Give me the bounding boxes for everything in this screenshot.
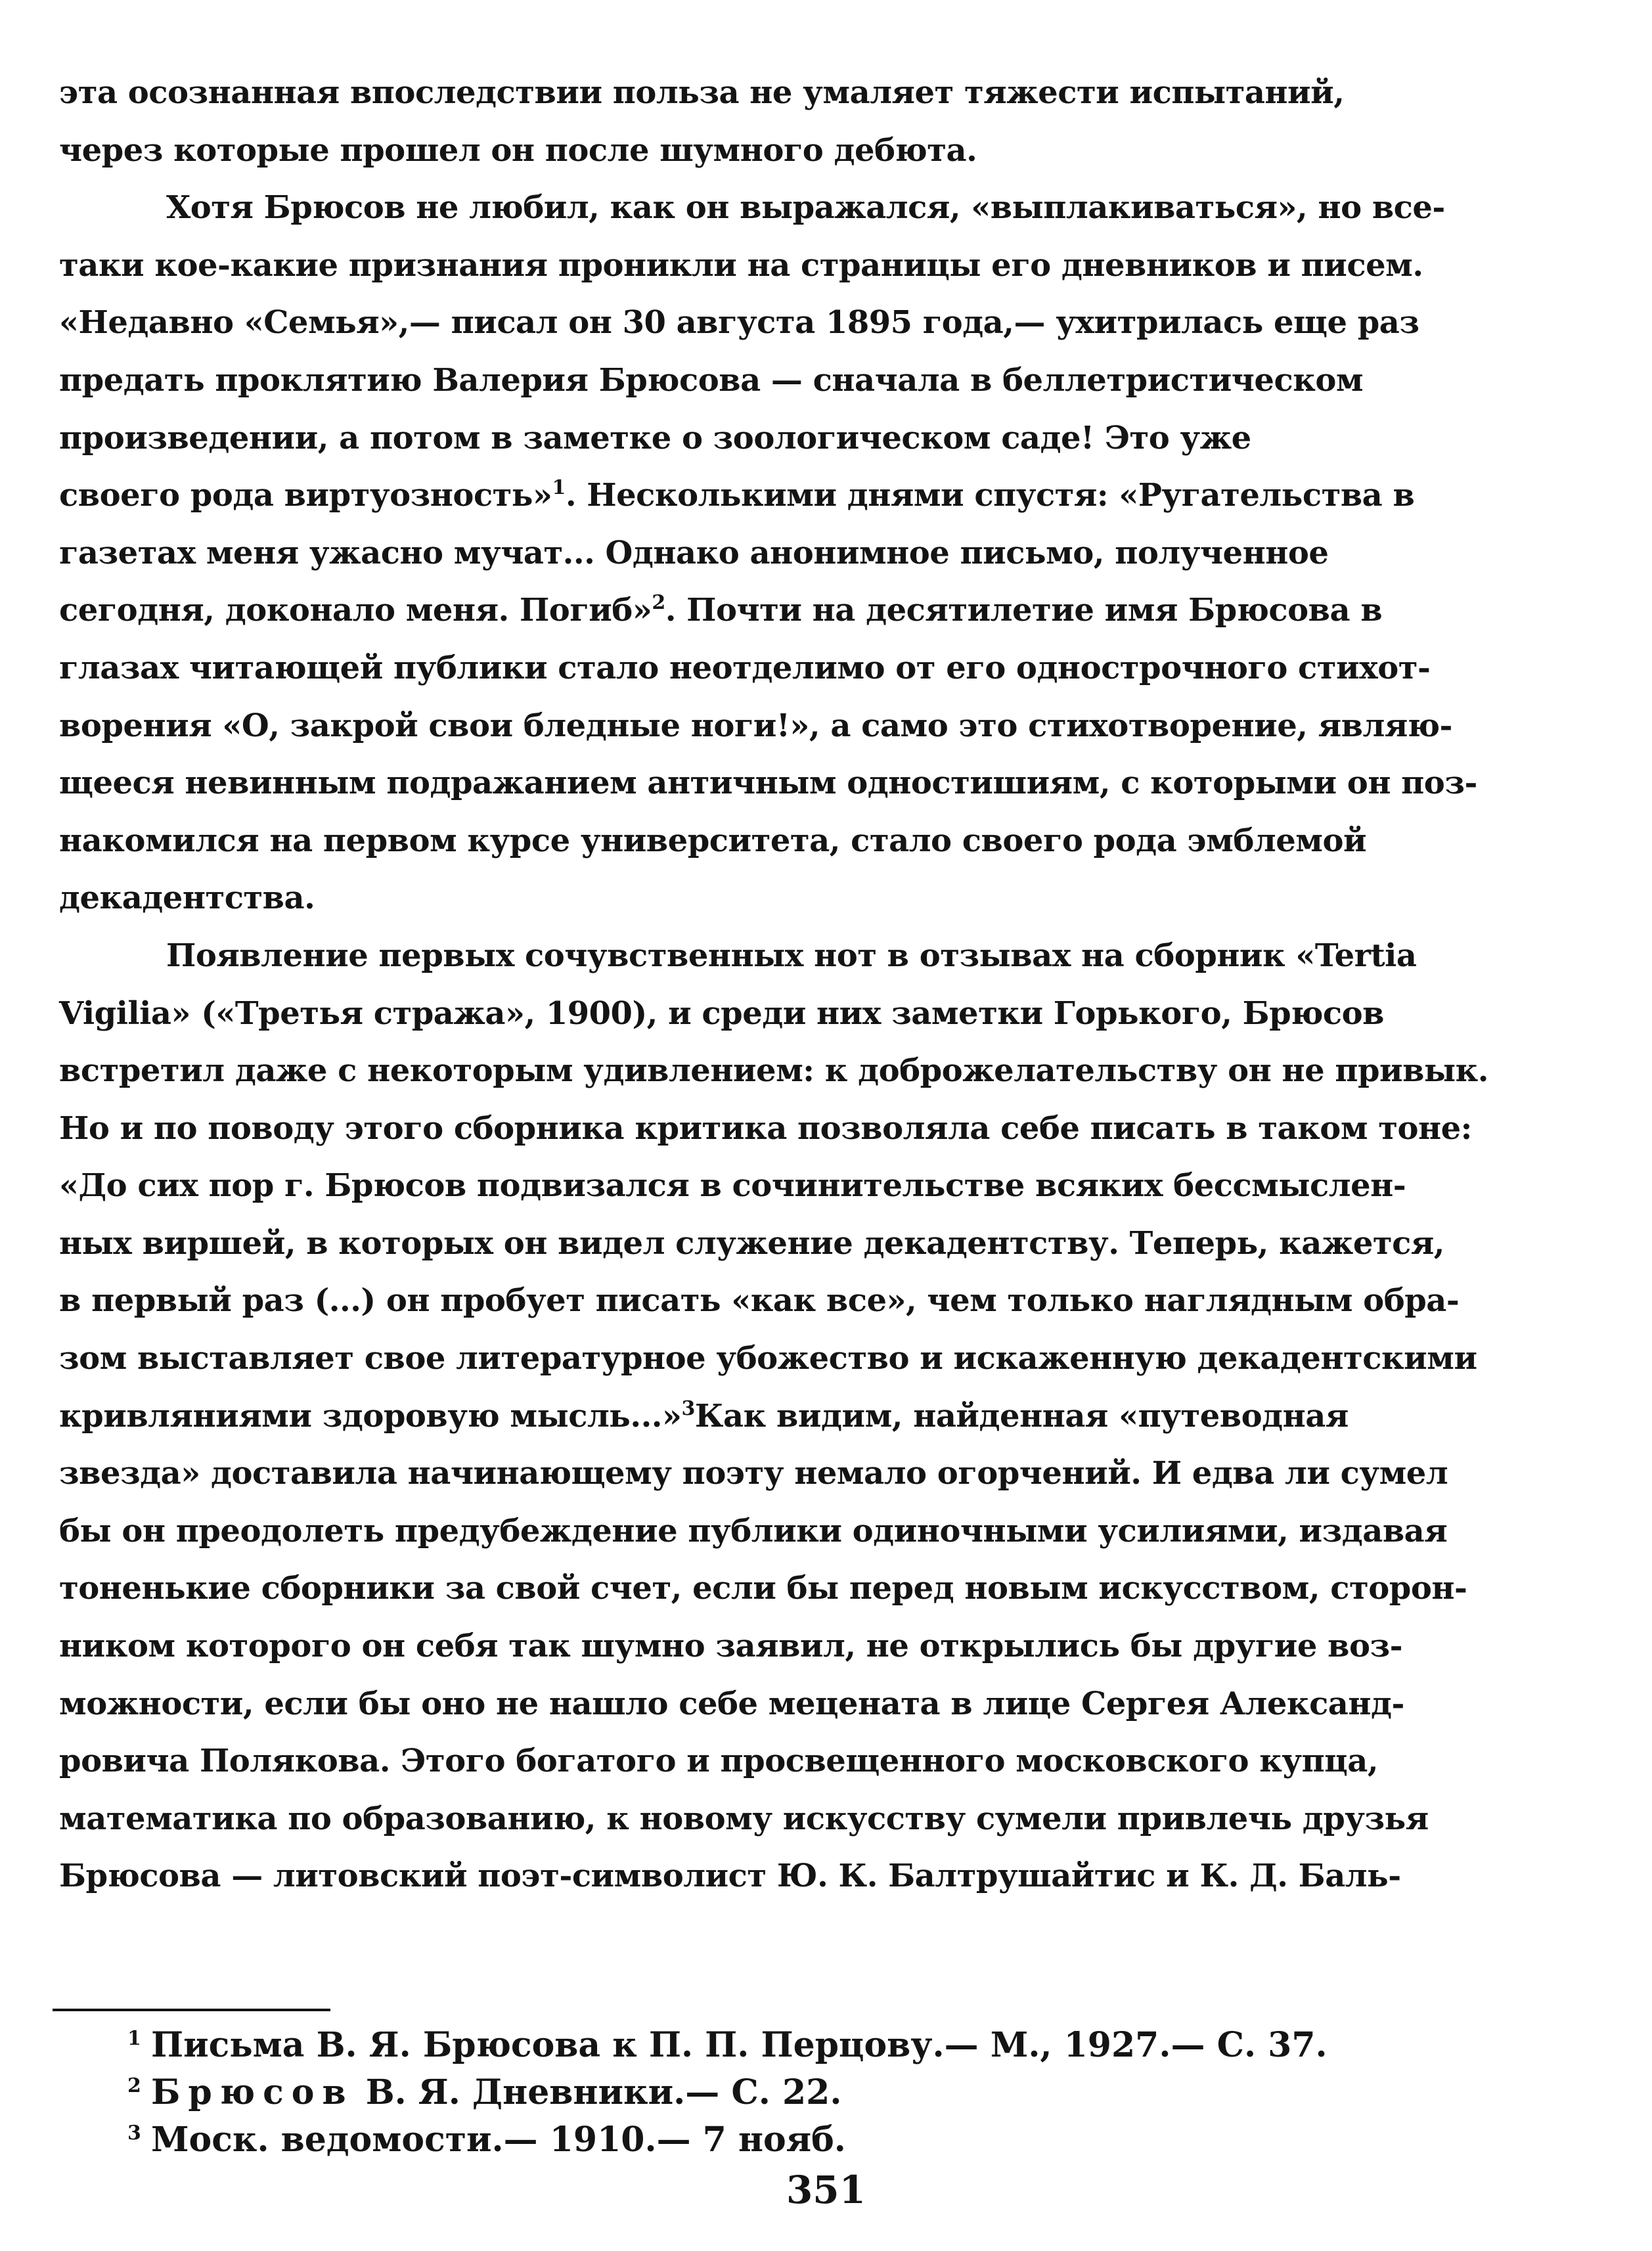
page-number: 351 — [786, 2168, 866, 2212]
text-line: можности, если бы оно не нашло себе мецената в лице Сергея Александ- — [59, 1685, 1404, 1722]
text-line: сегодня, доконало меня. Погиб»$^2$. Почти на десятилетие имя Брюсова в — [59, 591, 1383, 629]
text-line: своего рода виртуозность»$^1$. Несколькими днями спустя: «Ругательства в — [59, 476, 1415, 514]
footnote-divider — [53, 2009, 330, 2011]
footnote-text: В. Я. Дневники.— С. 22. — [353, 2072, 842, 2112]
text-line: эта осознанная впоследствии польза не умаляет тяжести испытаний, — [59, 74, 1345, 111]
text-line: щееся невинным подражанием античным одностишиям, с которыми он поз- — [59, 765, 1477, 802]
text-line: в первый раз (...) он пробует писать «как все», чем только наглядным обра- — [59, 1282, 1460, 1320]
text-line: ных виршей, в которых он видел служение декадентству. Теперь, кажется, — [59, 1224, 1445, 1262]
text-line: кривляниями здоровую мысль...»$^3$Как видим, найденная «путеводная — [59, 1396, 1349, 1435]
text-line: предать проклятию Валерия Брюсова — сначала в беллетристическом — [59, 361, 1364, 399]
text-line: Появление первых сочувственных нот в отзывах на сборник «Tertia — [166, 937, 1417, 974]
text-line: накомился на первом курсе университета, стало своего рода эмблемой — [59, 822, 1367, 859]
text-line: Брюсова — литовский поэт-символист Ю. К. Балтрушайтис и К. Д. Баль- — [59, 1858, 1401, 1895]
text-line: произведении, а потом в заметке о зоологическом саде! Это уже — [59, 419, 1251, 457]
footnote — [127, 2069, 1596, 2116]
text-line: Но и по поводу этого сборника критика позволяла себе писать в таком тоне: — [59, 1109, 1472, 1147]
footnote — [127, 2022, 1596, 2069]
text-line: зом выставляет свое литературное убожество и искаженную декадентскими — [59, 1340, 1477, 1377]
text-line: встретил даже с некоторым удивлением: к доброжелательству он не привык. — [59, 1052, 1488, 1090]
footnote-number: 1 — [127, 2027, 141, 2050]
text-line: математика по образованию, к новому искусству сумели привлечь друзья — [59, 1800, 1429, 1837]
footnote-text: Моск. ведомости.— 1910.— 7 нояб. — [151, 2120, 846, 2160]
text-line: Хотя Брюсов не любил, как он выражался, «выплакиваться», но все- — [166, 189, 1445, 227]
text-line: звезда» доставила начинающему поэту немало огорчений. И едва ли сумел — [59, 1455, 1448, 1492]
footnote-number: 3 — [127, 2122, 141, 2145]
text-line: «Недавно «Семья»,— писал он 30 августа 1895 года,— ухитрилась еще раз — [59, 304, 1419, 342]
text-line: Vigilia» («Третья стража», 1900), и среди них заметки Горького, Брюсов — [59, 994, 1384, 1032]
footnote-ref: 1 — [552, 476, 566, 500]
footnote-text: Письма В. Я. Брюсова к П. П. Перцову.— М., 1927.— С. 37. — [151, 2025, 1328, 2065]
text-line: глазах читающей публики стало неотделимо от его однострочного стихот- — [59, 649, 1431, 686]
text-line: таки кое-какие признания проникли на страницы его дневников и писем. — [59, 246, 1423, 284]
text-line: тоненькие сборники за свой счет, если бы перед новым искусством, сторон- — [59, 1570, 1467, 1607]
text-line: ровича Полякова. Этого богатого и просвещенного московского купца, — [59, 1743, 1379, 1780]
text-line: «До сих пор г. Брюсов подвизался в сочинительстве всяких бессмыслен- — [59, 1167, 1406, 1205]
text-line: бы он преодолеть предубеждение публики одиночными усилиями, издавая — [59, 1512, 1448, 1549]
text-line: ворения «О, закрой свои бледные ноги!», а само это стихотворение, являю- — [59, 707, 1452, 744]
footnotes — [127, 2022, 1596, 2164]
footnote-ref: 2 — [652, 591, 665, 615]
footnote-number: 2 — [127, 2074, 141, 2097]
footnote — [127, 2116, 1596, 2164]
text-line: декадентства. — [59, 880, 315, 917]
body-text — [59, 64, 1593, 1906]
text-line: газетах меня ужасно мучат... Однако анонимное письмо, полученное — [59, 534, 1329, 571]
footnote-ref: 3 — [681, 1396, 695, 1420]
text-line: через которые прошел он после шумного дебюта. — [59, 131, 977, 169]
text-line: ником которого он себя так шумно заявил, не открылись бы другие воз- — [59, 1628, 1403, 1665]
footnote-author: Брюсов — [151, 2072, 354, 2112]
